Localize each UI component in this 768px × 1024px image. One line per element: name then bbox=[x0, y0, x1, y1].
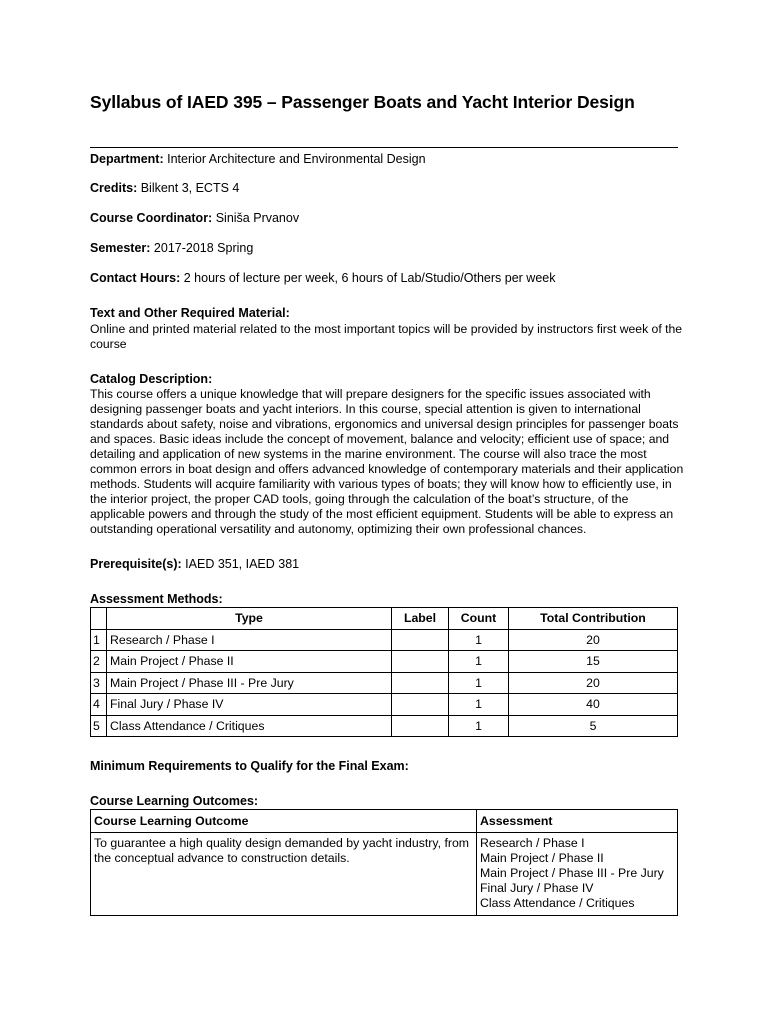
row-count: 1 bbox=[449, 629, 509, 651]
row-label bbox=[392, 715, 449, 737]
row-type: Final Jury / Phase IV bbox=[107, 694, 392, 716]
outcome-text: To guarantee a high quality design demanded by yacht industry, from the conceptual advance to construction details. bbox=[91, 833, 477, 916]
row-total: 5 bbox=[509, 715, 678, 737]
row-type: Main Project / Phase II bbox=[107, 651, 392, 673]
assessment-heading: Assessment Methods: bbox=[90, 592, 223, 606]
row-total: 15 bbox=[509, 651, 678, 673]
contact-hours-label: Contact Hours: bbox=[90, 271, 181, 285]
outcomes-table bbox=[90, 809, 678, 916]
assessment-header-row bbox=[91, 608, 678, 630]
row-number: 4 bbox=[91, 694, 107, 716]
table-row bbox=[91, 833, 678, 916]
table-row bbox=[91, 694, 678, 716]
department-label: Department: bbox=[90, 152, 164, 166]
title-divider bbox=[90, 147, 678, 148]
department-field bbox=[90, 152, 426, 166]
semester-field bbox=[90, 241, 253, 255]
semester-value: 2017-2018 Spring bbox=[150, 241, 254, 255]
assessment-col-num bbox=[91, 608, 107, 630]
assessment-table bbox=[90, 607, 678, 737]
row-type: Research / Phase I bbox=[107, 629, 392, 651]
row-total: 40 bbox=[509, 694, 678, 716]
list-item: Main Project / Phase III - Pre Jury bbox=[480, 866, 664, 880]
material-heading: Text and Other Required Material: bbox=[90, 306, 290, 320]
row-count: 1 bbox=[449, 651, 509, 673]
coordinator-value: Siniša Prvanov bbox=[212, 211, 300, 225]
credits-field bbox=[90, 181, 239, 195]
row-number: 3 bbox=[91, 672, 107, 694]
credits-value: Bilkent 3, ECTS 4 bbox=[137, 181, 240, 195]
row-count: 1 bbox=[449, 694, 509, 716]
outcomes-col-assessment: Assessment bbox=[477, 810, 678, 833]
row-label bbox=[392, 672, 449, 694]
row-label bbox=[392, 629, 449, 651]
row-total: 20 bbox=[509, 672, 678, 694]
material-text: Online and printed material related to the most important topics will be provided by instructors first week of the course bbox=[90, 322, 683, 351]
catalog-heading: Catalog Description: bbox=[90, 372, 213, 386]
row-label bbox=[392, 694, 449, 716]
row-number: 5 bbox=[91, 715, 107, 737]
page-title: Syllabus of IAED 395 – Passenger Boats and Yacht Interior Design bbox=[90, 92, 635, 112]
assessment-col-total: Total Contribution bbox=[509, 608, 678, 630]
coordinator-label: Course Coordinator: bbox=[90, 211, 213, 225]
list-item: Research / Phase I bbox=[480, 836, 585, 850]
outcomes-header-row bbox=[91, 810, 678, 833]
row-count: 1 bbox=[449, 715, 509, 737]
row-number: 1 bbox=[91, 629, 107, 651]
row-total: 20 bbox=[509, 629, 678, 651]
row-number: 2 bbox=[91, 651, 107, 673]
prerequisites-label: Prerequisite(s): bbox=[90, 557, 182, 571]
row-type: Main Project / Phase III - Pre Jury bbox=[107, 672, 392, 694]
prerequisites-field bbox=[90, 557, 299, 571]
contact-hours-value: 2 hours of lecture per week, 6 hours of Lab/Studio/Others per week bbox=[180, 271, 556, 285]
table-row bbox=[91, 651, 678, 673]
assessment-col-count: Count bbox=[449, 608, 509, 630]
list-item: Final Jury / Phase IV bbox=[480, 881, 594, 895]
list-item: Main Project / Phase II bbox=[480, 851, 604, 865]
row-label bbox=[392, 651, 449, 673]
table-row bbox=[91, 629, 678, 651]
list-item: Class Attendance / Critiques bbox=[480, 896, 635, 910]
coordinator-field bbox=[90, 211, 299, 225]
outcomes-col-outcome: Course Learning Outcome bbox=[91, 810, 477, 833]
prerequisites-value: IAED 351, IAED 381 bbox=[181, 557, 300, 571]
table-row bbox=[91, 715, 678, 737]
row-count: 1 bbox=[449, 672, 509, 694]
catalog-text: This course offers a unique knowledge that will prepare designers for the specific issues associated with designing passenger boats and yacht interiors. In this course, special attention is given to international standards about safety, noise and vibrations, ergonomics and universal design principles for passenger boats and spaces. Basic ideas include the concept of movement, balance and velocity; efficient use of space; and detailing and application of new systems in the marine environment. The course will also trace the most common errors in boat design and offers advanced knowledge of contemporary materials and their application methods. Students will acquire familiarity with various types of boats; they will know how to efficiently use, in the interior project, the proper CAD tools, going through the calculation of the boat’s structure, of the applicable powers and through the study of the most efficient equipment. Students will be able to express an outstanding operational versatility and autonomy, optimizing their own professional chances. bbox=[90, 387, 684, 536]
assessment-col-label: Label bbox=[392, 608, 449, 630]
semester-label: Semester: bbox=[90, 241, 151, 255]
assessment-col-type: Type bbox=[107, 608, 392, 630]
department-value: Interior Architecture and Environmental Design bbox=[163, 152, 426, 166]
table-row bbox=[91, 672, 678, 694]
row-type: Class Attendance / Critiques bbox=[107, 715, 392, 737]
outcomes-heading: Course Learning Outcomes: bbox=[90, 794, 259, 808]
contact-hours-field bbox=[90, 271, 556, 285]
outcome-assessment-list bbox=[477, 833, 678, 916]
min-requirements-heading: Minimum Requirements to Qualify for the Final Exam: bbox=[90, 759, 409, 773]
credits-label: Credits: bbox=[90, 181, 138, 195]
